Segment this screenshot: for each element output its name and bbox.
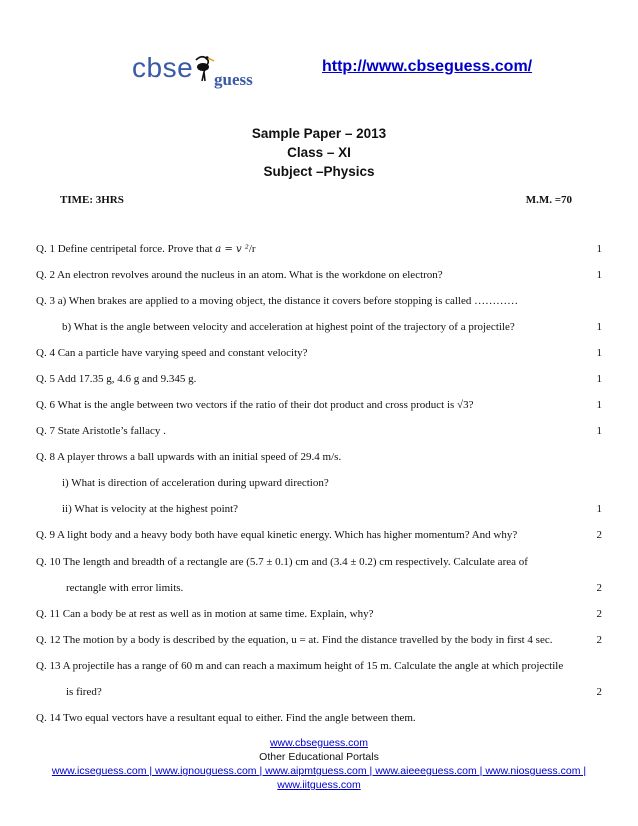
max-marks: M.M. =70 xyxy=(525,194,572,206)
cbseguess-logo xyxy=(132,52,272,92)
footer-site-link[interactable]: www.cbseguess.com xyxy=(269,737,369,749)
site-url-link[interactable]: http://www.cbseguess.com/ xyxy=(322,58,533,75)
question-text: b) What is the angle between velocity and acceleration at highest point of the trajectory of a projectile? xyxy=(62,321,515,333)
subject-title: Subject –Physics xyxy=(263,164,375,179)
footer-iitguess-link[interactable]: www.iitguess.com xyxy=(277,779,361,791)
question-marks: 2 xyxy=(596,634,602,646)
exam-time: TIME: 3HRS xyxy=(60,194,124,206)
question-marks: 2 xyxy=(596,582,602,594)
question-text: rectangle with error limits. xyxy=(66,582,184,594)
footer xyxy=(0,736,638,792)
question-text: Q. 5 Add 17.35 g, 4.6 g and 9.345 g. xyxy=(36,373,197,385)
question-marks: 1 xyxy=(596,269,602,281)
question-text: Q. 1 Define centripetal force. Prove that xyxy=(36,243,216,255)
question-text: Q. 13 A projectile has a range of 60 m and can reach a maximum height of 15 m. Calculate the angle at which projectile xyxy=(36,660,564,672)
logo-text: cbse xyxy=(132,52,194,83)
question-marks: 1 xyxy=(596,399,602,411)
question-text: ii) What is velocity at the highest point? xyxy=(62,503,239,515)
formula: a = v ² xyxy=(215,244,249,255)
question-marks: 1 xyxy=(596,503,602,515)
paper-title: Sample Paper – 2013 xyxy=(251,126,387,141)
question-marks: 2 xyxy=(596,608,602,620)
question-text: is fired? xyxy=(66,686,102,698)
question-text: Q. 9 A light body and a heavy body both have equal kinetic energy. Which has higher momentum? And why? xyxy=(36,529,518,541)
question-text: Q. 6 What is the angle between two vectors if the ratio of their dot product and cross product is √3? xyxy=(36,399,474,411)
logo-subtext: guess xyxy=(214,70,253,89)
question-text: Q. 8 A player throws a ball upwards with an initial speed of 29.4 m/s. xyxy=(36,451,342,463)
footer-portal-links[interactable]: www.icseguess.com | www.ignouguess.com | www.aipmtguess.com | www.aieeeguess.com | www.niosguess.com | xyxy=(51,765,587,777)
question-marks: 2 xyxy=(596,529,602,541)
question-text: Q. 3 a) When brakes are applied to a moving object, the distance it covers before stopping is called ………… xyxy=(36,295,519,307)
question-text: i) What is direction of acceleration during upward direction? xyxy=(62,477,329,489)
question-text: Q. 12 The motion by a body is described by the equation, u = at. Find the distance travelled by the body in first 4 sec. xyxy=(36,634,553,646)
question-text: Q. 4 Can a particle have varying speed and constant velocity? xyxy=(36,347,308,359)
question-text: Q. 14 Two equal vectors have a resultant equal to either. Find the angle between them. xyxy=(36,712,416,724)
question-text: Q. 10 The length and breadth of a rectangle are (5.7 ± 0.1) cm and (3.4 ± 0.2) cm respectively. Calculate area of xyxy=(36,556,528,568)
question-text: Q. 2 An electron revolves around the nucleus in an atom. What is the workdone on electron? xyxy=(36,269,443,281)
paper-title-block xyxy=(0,124,638,181)
formula-suffix: /r xyxy=(248,243,256,255)
question-text: Q. 7 State Aristotle’s fallacy . xyxy=(36,425,166,437)
question-marks: 1 xyxy=(596,425,602,437)
class-title: Class – XI xyxy=(287,145,351,160)
question-marks: 1 xyxy=(596,321,602,333)
question-marks: 1 xyxy=(596,347,602,359)
question-text: Q. 11 Can a body be at rest as well as in motion at same time. Explain, why? xyxy=(36,608,374,620)
question-marks: 1 xyxy=(596,373,602,385)
question-marks: 2 xyxy=(596,686,602,698)
footer-portals-label: Other Educational Portals xyxy=(259,751,379,763)
question-marks: 1 xyxy=(596,243,602,255)
